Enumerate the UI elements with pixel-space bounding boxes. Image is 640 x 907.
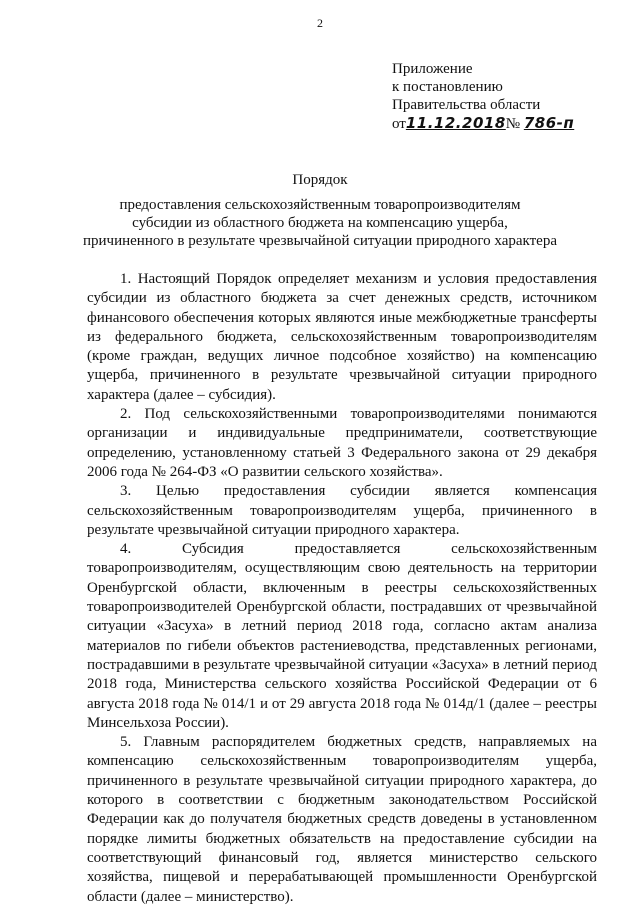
appendix-block xyxy=(392,60,574,133)
appendix-line-1: Приложение xyxy=(392,61,473,77)
document-subtitle-line-3: причиненного в результате чрезвычайной ситуации природного характера xyxy=(83,233,557,249)
paragraph-4: 4. Субсидия предоставляется сельскохозяйственным товаропроизводителям, осуществляющим свою деятельность на территории Оренбургской области, включенным в реестры сельскохозяйственных товаропроизводителей Оренбургской области, пострадавших от чрезвычайной ситуации «Засуха» в летний период 2018 года, согласно актам анализа материалов по гибели объектов растениеводства, представленных регионами, пострадавшими в результате чрезвычайной ситуации «Засуха» в летний период 2018 года, Министерства сельского хозяйства Российской Федерации от 6 августа 2018 года № 014/1 и от 29 августа 2018 года № 014д/1 (далее – реестры Минсельхоза России). xyxy=(87,541,597,731)
paragraph-1: 1. Настоящий Порядок определяет механизм и условия предоставления субсидии из областного бюджета за счет денежных средств, источником финансового обеспечения которых являются иные межбюджетные трансферты из федерального бюджета, сельскохозяйственным товаропроизводителям (кроме граждан, ведущих личное подсобное хозяйство) на компенсацию ущерба, причиненного в результате чрезвычайной ситуации природного характера (далее – субсидия). xyxy=(87,271,597,403)
document-body xyxy=(87,270,597,907)
appendix-line-4 xyxy=(392,114,574,133)
document-title-block xyxy=(0,171,640,250)
appendix-line-3: Правительства области xyxy=(392,97,541,113)
number-label: № xyxy=(505,116,521,132)
handwritten-date: 11.12.2018 xyxy=(405,114,506,132)
paragraph-5: 5. Главным распорядителем бюджетных средств, направляемых на компенсацию сельскохозяйственным товаропроизводителям ущерба, причиненного в результате чрезвычайной ситуации природного характера, до которого в соответствии с бюджетным законодательством Российской Федерации как до получателя бюджетных средств доведены в установленном порядке лимиты бюджетных обязательств на предоставление субсидии на соответствующий финансовый год, является министерство сельского хозяйства, пищевой и перерабатывающей промышленности Оренбургской области (далее – министерство). xyxy=(87,734,597,905)
paragraph-3: 3. Целью предоставления субсидии является компенсация сельскохозяйственным товаропроизводителям ущерба, причиненного в результате чрезвычайной ситуации природного характера. xyxy=(87,483,597,538)
paragraph-2: 2. Под сельскохозяйственными товаропроизводителями понимаются организации и индивидуальные предприниматели, соответствующие определению, установленному статьей 3 Федерального закона от 29 декабря 2006 года № 264-ФЗ «О развитии сельского хозяйства». xyxy=(87,406,597,480)
appendix-line-2: к постановлению xyxy=(392,79,503,95)
document-subtitle-line-1: предоставления сельскохозяйственным товаропроизводителям xyxy=(119,197,521,213)
handwritten-number: 786-п xyxy=(523,114,575,132)
document-subtitle-line-2: субсидии из областного бюджета на компенсацию ущерба, xyxy=(132,215,508,231)
document-title: Порядок xyxy=(292,172,348,188)
page-number: 2 xyxy=(317,16,323,30)
from-prefix: от xyxy=(392,116,406,132)
